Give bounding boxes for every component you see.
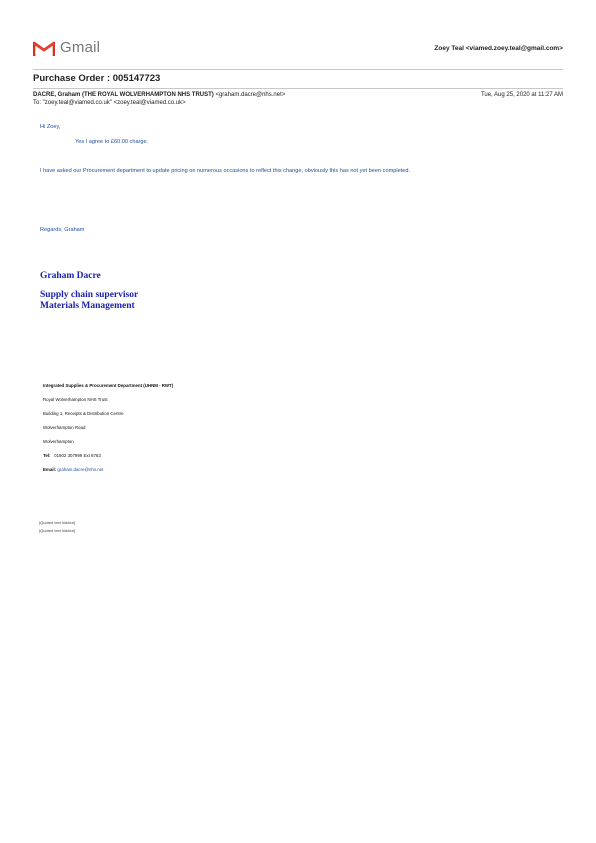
signature-address-line: Building 1, Receipts & Distribution Centre: [43, 411, 124, 416]
quoted-text-toggle[interactable]: [Quoted text hidden]: [39, 528, 76, 533]
recipient-line: To: "zoey.teal@viamed.co.uk" <zoey.teal@viamed.co.uk>: [33, 100, 186, 106]
quoted-text-toggle[interactable]: [Quoted text hidden]: [39, 520, 76, 525]
gmail-logo-icon: [33, 40, 55, 57]
divider: [33, 69, 563, 70]
email-label: Email:: [43, 467, 57, 472]
signature-address-line: Wolverhampton Road: [43, 425, 86, 430]
signature-address-line: Royal Wolverhampton NHS Trust: [43, 397, 108, 402]
email-body-line: Yes I agree to £60.00 charge.: [75, 139, 149, 145]
sender-email: <graham.dacre@nhs.net>: [215, 92, 286, 98]
signature-organisation: Integrated Supplies & Procurement Department (UHNM - RWT): [43, 383, 174, 388]
tel-number: 01902 307999 Ext 6763: [54, 453, 101, 458]
account-label: Zoey Teal <viamed.zoey.teal@gmail.com>: [434, 45, 563, 52]
email-body-line: I have asked our Procurement department to update pricing on numerous occasions to reflect this change, obviously this has not yet been completed.: [40, 168, 411, 174]
email-greeting: Hi Zoey,: [40, 124, 61, 130]
gmail-header: [33, 38, 563, 62]
tel-label: Tel:: [43, 453, 51, 458]
signature-department: Materials Management: [40, 301, 135, 311]
sender-line: [33, 92, 285, 98]
signature-address-line: Wolverhampton: [43, 439, 74, 444]
signature-title: Supply chain supervisor: [40, 290, 139, 300]
divider: [33, 88, 563, 89]
email-subject: Purchase Order : 005147723: [33, 73, 161, 84]
email-date: Tue, Aug 25, 2020 at 11:27 AM: [480, 92, 563, 98]
sender-name: DACRE, Graham (THE ROYAL WOLVERHAMPTON NHS TRUST): [33, 92, 214, 98]
signature-email: [43, 467, 103, 472]
email-regards: Regards, Graham: [40, 227, 85, 233]
gmail-wordmark: Gmail: [60, 39, 101, 56]
signature-name: Graham Dacre: [40, 271, 101, 281]
signature-email-link[interactable]: graham.dacre@nhs.net: [57, 467, 104, 472]
signature-tel: [43, 453, 101, 458]
